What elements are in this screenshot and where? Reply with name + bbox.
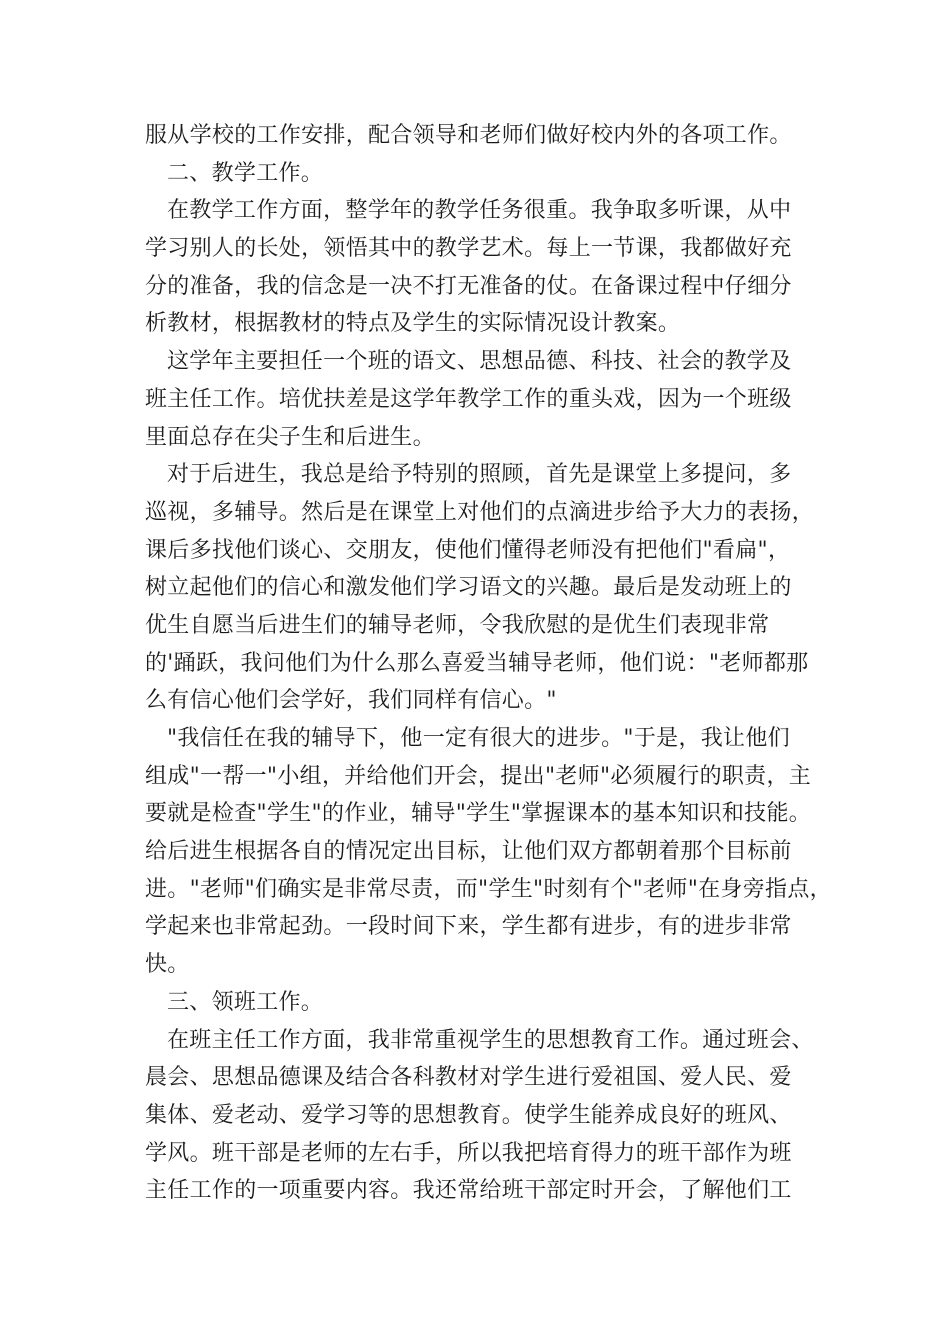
- text-line: "我信任在我的辅导下，他一定有很大的进步。"于是，我让他们: [167, 726, 790, 751]
- text-line: 组成"一帮一"小组，并给他们开会，提出"老师"必须履行的职责，主: [145, 763, 812, 789]
- text-line: 分的准备，我的信念是一决不打无准备的仗。在备课过程中仔细分: [145, 273, 792, 299]
- text-line: 的'踊跃，我问他们为什么那么喜爱当辅导老师，他们说："老师都那: [145, 650, 809, 676]
- text-line: 学起来也非常起劲。一段时间下来，学生都有进步，有的进步非常: [145, 914, 792, 940]
- text-line: 进。"老师"们确实是非常尽责，而"学生"时刻有个"老师"在身旁指点，: [145, 876, 832, 902]
- text-line: 么有信心他们会学好，我们同样有信心。": [145, 688, 557, 714]
- text-line: 班主任工作。培优扶差是这学年教学工作的重头戏，因为一个班级: [145, 386, 792, 412]
- text-line: 学风。班干部是老师的左右手，所以我把培育得力的班干部作为班: [145, 1140, 792, 1166]
- document-body: [145, 117, 845, 1210]
- text-line: 给后进生根据各自的情况定出目标，让他们双方都朝着那个目标前: [145, 839, 792, 865]
- text-line: 优生自愿当后进生们的辅导老师，令我欣慰的是优生们表现非常: [145, 612, 770, 638]
- text-line: 析教材，根据教材的特点及学生的实际情况设计教案。: [145, 311, 681, 337]
- text-line: 要就是检查"学生"的作业，辅导"学生"掌握课本的基本知识和技能。: [145, 801, 812, 827]
- text-line: 主任工作的一项重要内容。我还常给班干部定时开会，了解他们工: [145, 1178, 792, 1204]
- text-line: 巡视，多辅导。然后是在课堂上对他们的点滴进步给予大力的表扬，: [145, 499, 815, 525]
- text-line: 晨会、思想品德课及结合各科教材对学生进行爱祖国、爱人民、爱: [145, 1065, 792, 1091]
- text-line: 学习别人的长处，领悟其中的教学艺术。每上一节课，我都做好充: [145, 236, 792, 262]
- text-line: 快。: [145, 952, 190, 978]
- text-line: 在班主任工作方面，我非常重视学生的思想教育工作。通过班会、: [167, 1027, 814, 1053]
- text-line: 三、领班工作。: [167, 989, 324, 1015]
- text-line: 服从学校的工作安排，配合领导和老师们做好校内外的各项工作。: [145, 123, 792, 148]
- text-line: 二、教学工作。: [167, 160, 324, 186]
- text-line: 里面总存在尖子生和后进生。: [145, 424, 435, 450]
- text-line: 树立起他们的信心和激发他们学习语文的兴趣。最后是发动班上的: [145, 575, 792, 601]
- text-line: 这学年主要担任一个班的语文、思想品德、科技、社会的教学及: [167, 349, 792, 375]
- text-line: 课后多找他们谈心、交朋友，使他们懂得老师没有把他们"看扁"，: [145, 537, 791, 563]
- text-line: 对于后进生，我总是给予特别的照顾，首先是课堂上多提问，多: [167, 462, 792, 488]
- text-line: 在教学工作方面，整学年的教学任务很重。我争取多听课，从中: [167, 198, 792, 224]
- text-line: 集体、爱老动、爱学习等的思想教育。使学生能养成良好的班风、: [145, 1102, 792, 1128]
